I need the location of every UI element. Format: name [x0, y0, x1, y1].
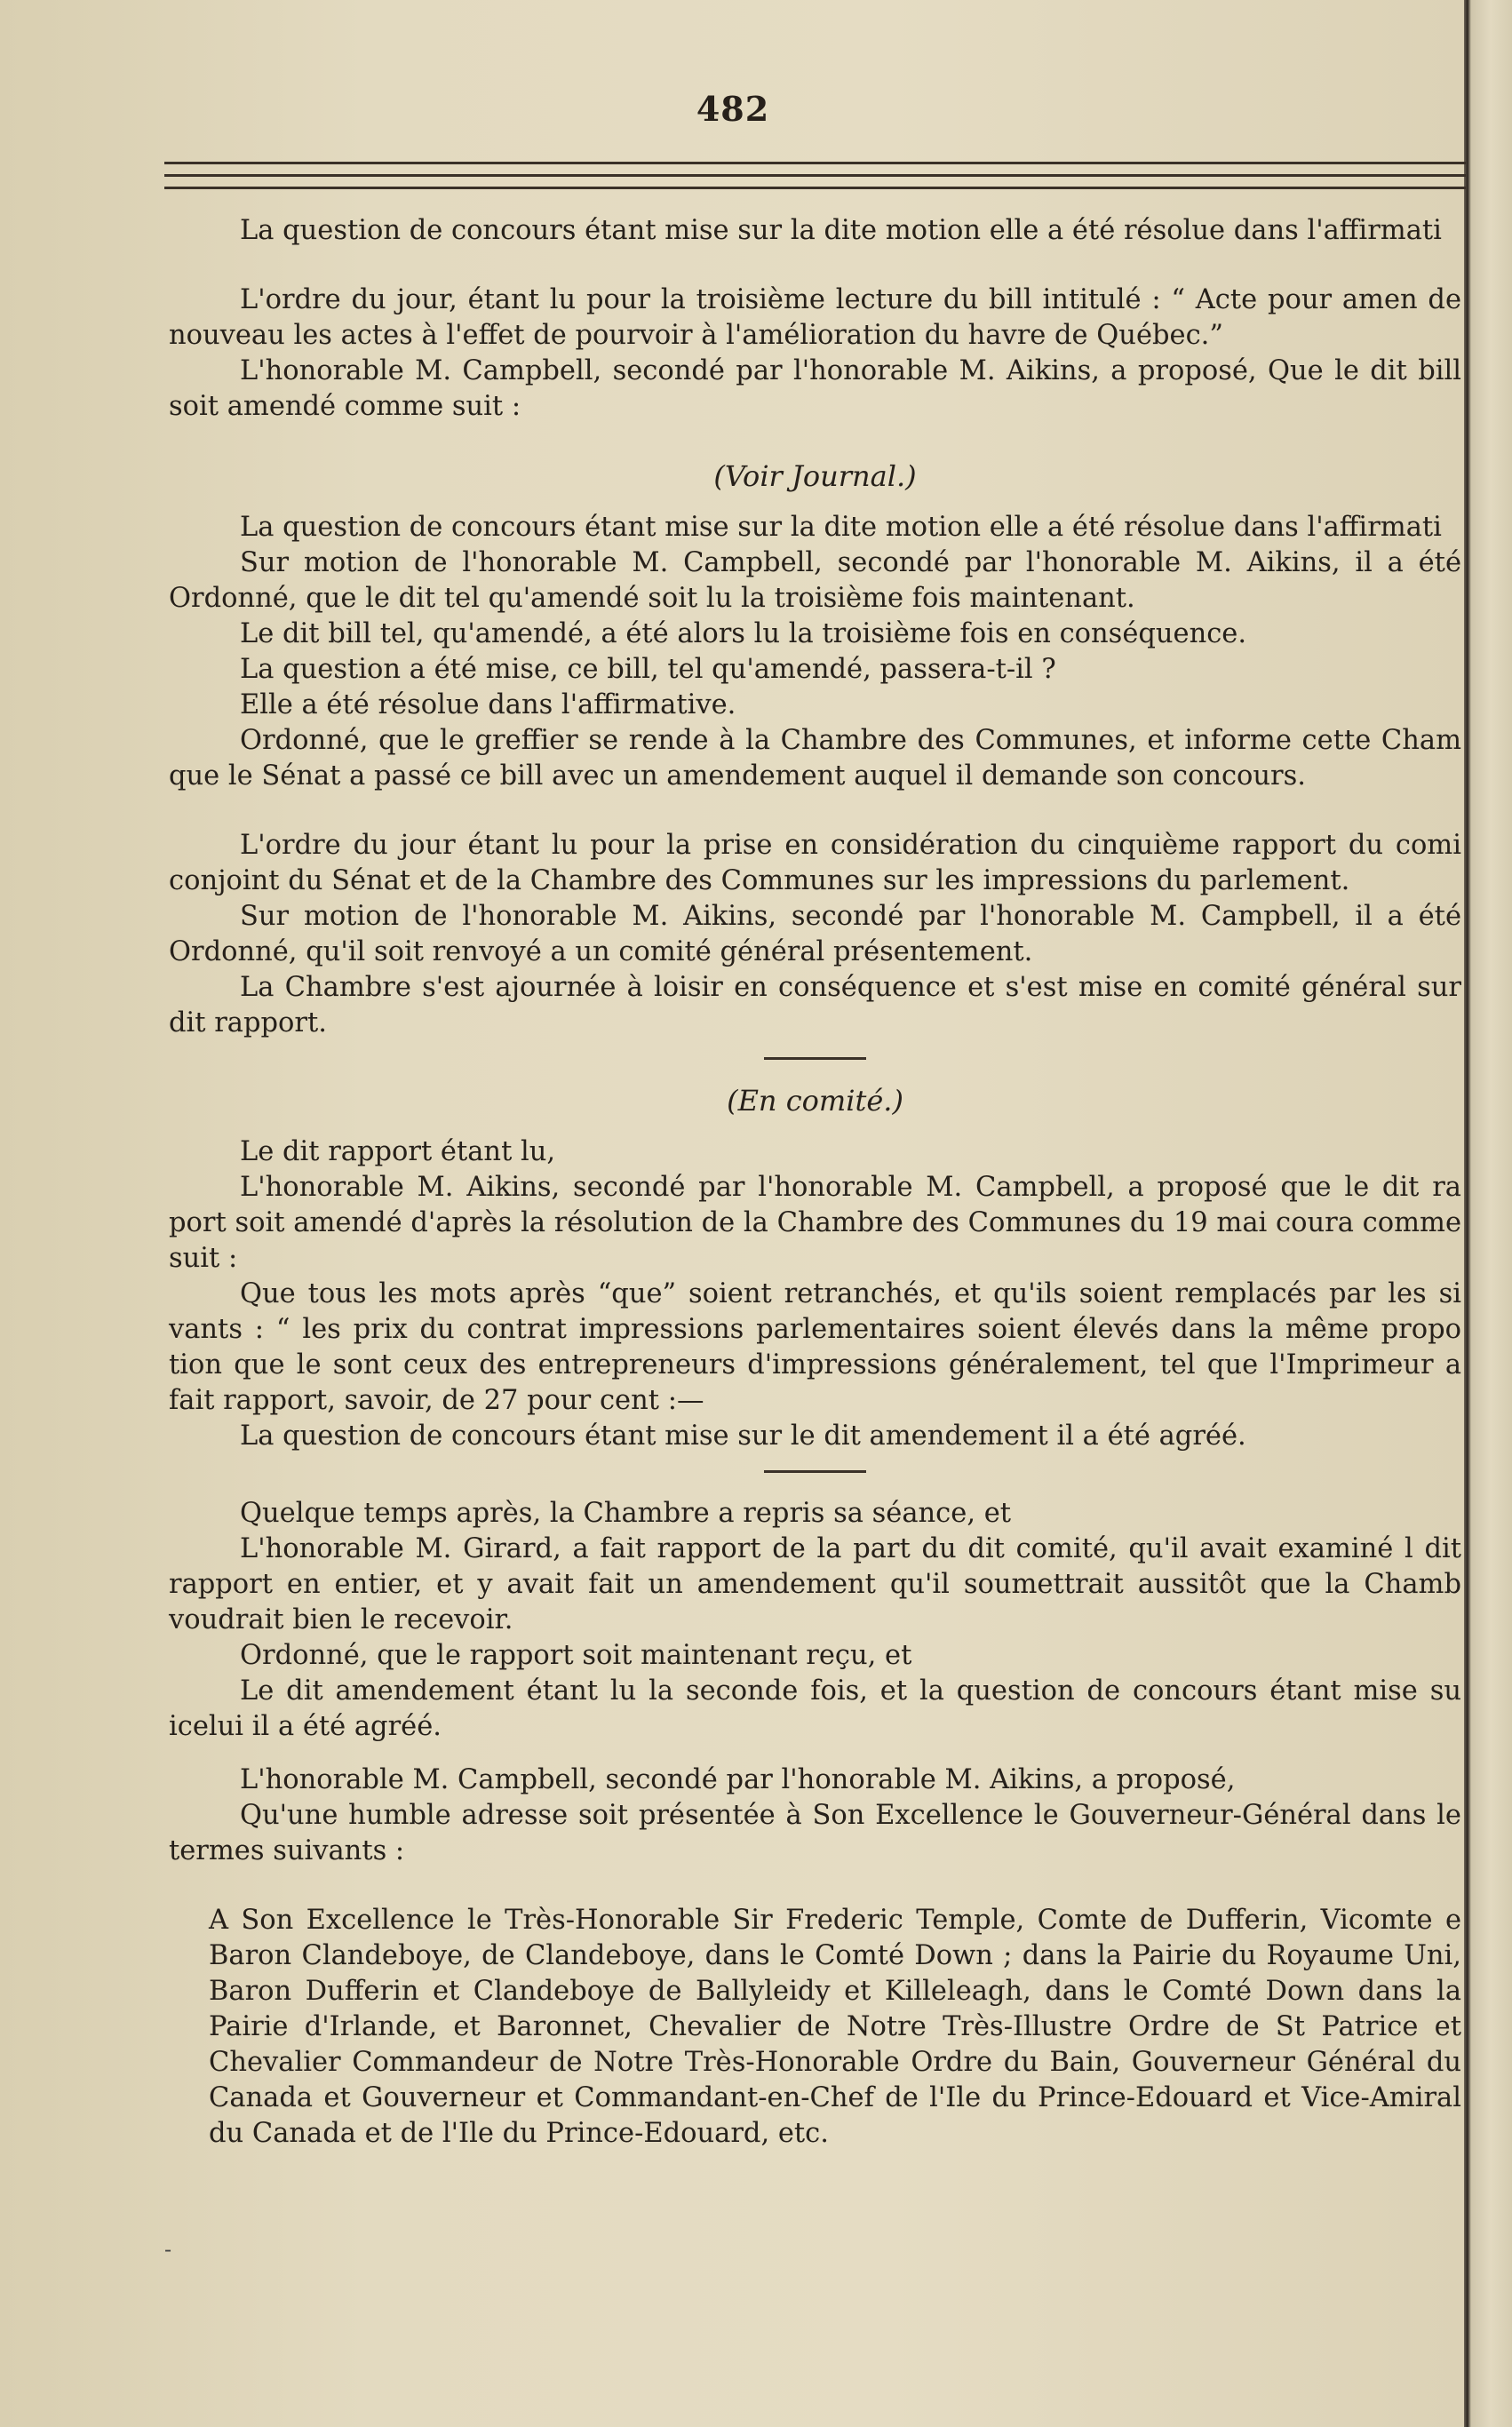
paragraph: L'honorable M. Campbell, secondé par l'honorable M. Aikins, a proposé,	[240, 1764, 1236, 1795]
paragraph: Elle a été résolue dans l'affirmative.	[240, 689, 736, 720]
paragraph: L'ordre du jour étant lu pour la prise en considération du cinquième rapport du comi conjoint du Sénat et de la Chambre des Communes sur les impressions du parlement.	[169, 830, 1461, 896]
paragraph: L'honorable M. Campbell, secondé par l'honorable M. Aikins, a proposé, Que le dit bill soit amendé comme suit :	[169, 355, 1461, 422]
paragraph: Qu'une humble adresse soit présentée à Son Excellence le Gouverneur-Général dans le termes suivants :	[169, 1800, 1461, 1866]
paragraph: Le dit bill tel, qu'amendé, a été alors lu la troisième fois en conséquence.	[240, 618, 1247, 649]
paragraph: L'honorable M. Girard, a fait rapport de la part du dit comité, qu'il avait examiné l dit rapport en entier, et y avait fait un amendement qu'il soumettrait aussitôt que la Chamb voudrait bien le recevoir.	[169, 1533, 1461, 1635]
paragraph: La question de concours étant mise sur la dite motion elle a été résolue dans l'affirmati	[240, 512, 1442, 543]
paragraph: La question a été mise, ce bill, tel qu'amendé, passera-t-il ?	[240, 654, 1056, 685]
paragraph: Sur motion de l'honorable M. Campbell, secondé par l'honorable M. Aikins, il a été Ordonné, que le dit tel qu'amendé soit lu la troisième fois maintenant.	[169, 547, 1461, 614]
adjacent-page-edge	[1464, 0, 1512, 2427]
paragraph: L'honorable M. Aikins, secondé par l'honorable M. Campbell, a proposé que le dit ra port soit amendé d'après la résolution de la Chambre des Communes du 19 mai coura comme suit :	[169, 1172, 1461, 1274]
address-salutation: A Son Excellence le Très-Honorable Sir Frederic Temple, Comte de Dufferin, Vicomte e Baron Clandeboye, de Clandeboye, dans le Comté Down ; dans la Pairie du Royaume Uni, Baron Dufferin et Clandeboye de Ballyleidy et Killeleagh, dans le Comté Down dans la Pairie d'Irlande, et Baronnet, Chevalier de Notre Très-Illustre Ordre de St Patrice et Chevalier Commandeur de Notre Très-Honorable Ordre du Bain, Gouverneur Général du Canada et Gouverneur et Commandant-en-Chef de l'Ile du Prince-Edouard et Vice-Amiral du Canada et de l'Ile du Prince-Edouard, etc.	[209, 1905, 1461, 2149]
section-separator	[764, 1470, 866, 1473]
header-rule	[164, 174, 1466, 177]
paragraph: Ordonné, que le greffier se rende à la Chambre des Communes, et informe cette Cham que le Sénat a passé ce bill avec un amendement auquel il demande son concours.	[169, 725, 1461, 792]
header-rule	[164, 187, 1466, 189]
paragraph: Le dit amendement étant lu la seconde fois, et la question de concours étant mise su icelui il a été agréé.	[169, 1675, 1461, 1742]
paragraph: La Chambre s'est ajournée à loisir en conséquence et s'est mise en comité général sur dit rapport.	[169, 972, 1461, 1038]
paragraph: Que tous les mots après “que” soient retranchés, et qu'ils soient remplacés par les si vants : “ les prix du contrat impressions parlementaires soient élevés dans la même propo tion que le sont ceux des entrepreneurs d'impressions généralement, tel que l'Imprimeur a fait rapport, savoir, de 27 pour cent :—	[169, 1278, 1461, 1416]
paragraph: La question de concours étant mise sur le dit amendement il a été agréé.	[240, 1420, 1246, 1452]
paragraph: Le dit rapport étant lu,	[240, 1136, 556, 1167]
paragraph: Quelque temps après, la Chambre a repris sa séance, et	[240, 1498, 1012, 1529]
paragraph: L'ordre du jour, étant lu pour la troisième lecture du bill intitulé : “ Acte pour amen de nouveau les actes à l'effet de pourvoir à l'amélioration du havre de Québec.”	[169, 284, 1461, 351]
header-rule	[164, 162, 1466, 164]
paragraph: La question de concours étant mise sur la dite motion elle a été résolue dans l'affirmati	[240, 215, 1442, 246]
journal-reference: (Voir Journal.)	[713, 459, 917, 493]
document-body	[169, 213, 1461, 2152]
page-number: 482	[696, 89, 770, 129]
committee-heading: (En comité.)	[727, 1084, 903, 1118]
paragraph: Sur motion de l'honorable M. Aikins, secondé par l'honorable M. Campbell, il a été Ordonné, qu'il soit renvoyé a un comité général présentement.	[169, 901, 1461, 967]
paragraph: Ordonné, que le rapport soit maintenant reçu, et	[240, 1640, 912, 1671]
margin-mark: -	[164, 2237, 172, 2262]
section-separator	[764, 1057, 866, 1060]
